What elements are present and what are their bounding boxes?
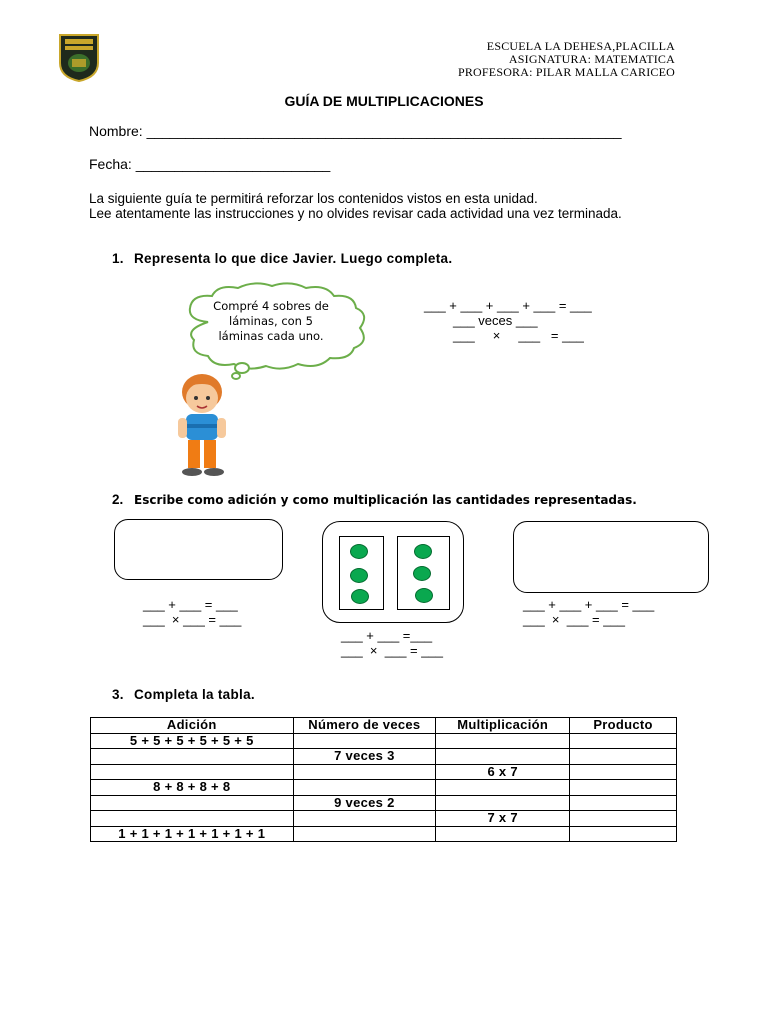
question-3-text: Completa la tabla. bbox=[134, 687, 255, 702]
table-row bbox=[91, 780, 677, 796]
cell-producto[interactable] bbox=[570, 780, 677, 796]
cell-adicion[interactable] bbox=[91, 764, 294, 780]
column-header-numero-de-veces: Número de veces bbox=[293, 718, 436, 734]
cell-numero-de-veces[interactable] bbox=[293, 733, 436, 749]
cell-producto[interactable] bbox=[570, 764, 677, 780]
green-dot bbox=[415, 588, 433, 603]
mid-eq-addition: ___ + ___ =___ bbox=[341, 628, 433, 643]
green-dot bbox=[414, 544, 432, 559]
cell-producto[interactable] bbox=[570, 733, 677, 749]
cell-producto[interactable] bbox=[570, 811, 677, 827]
cell-multiplicacion: 7 x 7 bbox=[436, 811, 570, 827]
table-header-row bbox=[91, 718, 677, 734]
answer-box-left bbox=[114, 519, 283, 580]
left-eq-multiplication: ___ × ___ = ___ bbox=[143, 612, 242, 627]
column-header-adicion: Adición bbox=[91, 718, 294, 734]
table-row bbox=[91, 733, 677, 749]
question-3-number: 3. bbox=[112, 687, 124, 702]
cell-numero-de-veces: 9 veces 2 bbox=[293, 795, 436, 811]
name-field: Nombre: _____________________________________________________________ bbox=[89, 123, 622, 139]
table-row bbox=[91, 811, 677, 827]
subject-label: ASIGNATURA: MATEMATICA bbox=[508, 52, 675, 66]
question-2 bbox=[112, 492, 637, 507]
dots-card-left bbox=[339, 536, 384, 610]
green-dot bbox=[351, 589, 369, 604]
cell-multiplicacion: 6 x 7 bbox=[436, 764, 570, 780]
table-row bbox=[91, 749, 677, 765]
question-2-number: 2. bbox=[112, 492, 124, 507]
question-1-text: Representa lo que dice Javier. Luego completa. bbox=[134, 251, 453, 266]
speech-text: Compré 4 sobres de láminas, con 5 láminas cada uno. bbox=[213, 299, 329, 343]
dots-card-right bbox=[397, 536, 450, 610]
boy-illustration bbox=[170, 370, 234, 478]
cell-multiplicacion[interactable] bbox=[436, 733, 570, 749]
cell-numero-de-veces: 7 veces 3 bbox=[293, 749, 436, 765]
cell-multiplicacion[interactable] bbox=[436, 780, 570, 796]
green-dot bbox=[413, 566, 431, 581]
cell-numero-de-veces[interactable] bbox=[293, 826, 436, 842]
column-header-producto: Producto bbox=[570, 718, 677, 734]
cell-producto[interactable] bbox=[570, 749, 677, 765]
question-1 bbox=[112, 251, 452, 266]
question-1-number: 1. bbox=[112, 251, 124, 266]
page-title: GUÍA DE MULTIPLICACIONES bbox=[284, 93, 484, 109]
mid-eq-multiplication: ___ × ___ = ___ bbox=[341, 643, 443, 658]
question-3 bbox=[112, 687, 255, 702]
cell-adicion[interactable] bbox=[91, 795, 294, 811]
cell-producto[interactable] bbox=[570, 826, 677, 842]
school-logo bbox=[58, 33, 100, 83]
cell-numero-de-veces[interactable] bbox=[293, 764, 436, 780]
teacher-label: PROFESORA: PILAR MALLA CARICEO bbox=[457, 65, 675, 79]
q1-equation-veces: ___ veces ___ bbox=[453, 313, 538, 328]
school-name: ESCUELA LA DEHESA,PLACILLA bbox=[486, 39, 675, 53]
left-eq-addition: ___ + ___ = ___ bbox=[143, 597, 238, 612]
answer-box-right bbox=[513, 521, 709, 593]
cell-adicion[interactable] bbox=[91, 749, 294, 765]
right-eq-addition: ___ + ___ + ___ = ___ bbox=[523, 597, 655, 612]
cell-adicion: 8 + 8 + 8 + 8 bbox=[91, 780, 294, 796]
intro-line-1: La siguiente guía te permitirá reforzar los contenidos vistos en esta unidad. bbox=[89, 191, 538, 206]
cell-adicion[interactable] bbox=[91, 811, 294, 827]
cell-multiplicacion[interactable] bbox=[436, 826, 570, 842]
date-field: Fecha: _________________________ bbox=[89, 156, 331, 172]
table-row bbox=[91, 764, 677, 780]
table-row bbox=[91, 795, 677, 811]
column-header-multiplicacion: Multiplicación bbox=[436, 718, 570, 734]
cell-producto[interactable] bbox=[570, 795, 677, 811]
right-eq-multiplication: ___ × ___ = ___ bbox=[523, 612, 625, 627]
cell-numero-de-veces[interactable] bbox=[293, 780, 436, 796]
cell-multiplicacion[interactable] bbox=[436, 749, 570, 765]
q1-equation-addition: ___ + ___ + ___ + ___ = ___ bbox=[424, 298, 592, 313]
cell-numero-de-veces[interactable] bbox=[293, 811, 436, 827]
q1-equation-multiplication: ___ × ___ = ___ bbox=[453, 328, 584, 343]
green-dot bbox=[350, 544, 368, 559]
cell-adicion: 1 + 1 + 1 + 1 + 1 + 1 + 1 bbox=[91, 826, 294, 842]
question-2-text: Escribe como adición y como multiplicación las cantidades representadas. bbox=[134, 493, 637, 507]
cell-adicion: 5 + 5 + 5 + 5 + 5 + 5 bbox=[91, 733, 294, 749]
table-row bbox=[91, 826, 677, 842]
multiplication-table bbox=[90, 717, 677, 842]
intro-line-2: Lee atentamente las instrucciones y no olvides revisar cada actividad una vez terminada. bbox=[89, 206, 622, 221]
cell-multiplicacion[interactable] bbox=[436, 795, 570, 811]
green-dot bbox=[350, 568, 368, 583]
